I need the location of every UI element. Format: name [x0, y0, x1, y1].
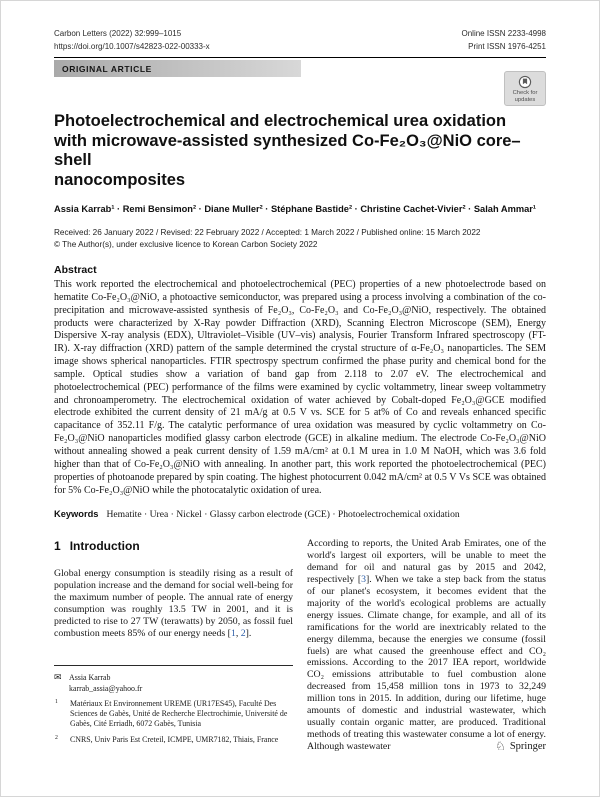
check-for-updates-label: Check for updates [512, 90, 538, 103]
authors-line: Assia Karrab¹ · Remi Bensimon² · Diane Muller² · Stéphane Bastide² · Christine Cachet-Vivier² · Salah Ammar¹ [54, 204, 536, 214]
doi-link[interactable]: https://doi.org/10.1007/s42823-022-00333-x [54, 41, 210, 51]
journal-citation: Carbon Letters (2022) 32:999–1015 [54, 29, 182, 38]
title-line-2: with microwave-assisted synthesized Co-Fe₂O₃@NiO core–shell [54, 131, 521, 169]
left-column [54, 538, 293, 752]
crossmark-icon [518, 75, 532, 89]
envelope-icon: ✉ [54, 671, 62, 682]
springer-logo-icon: ♘ [495, 739, 506, 753]
affiliation-2-marker: 2 [55, 734, 58, 741]
two-column-body [54, 538, 546, 752]
keywords-text: Hematite · Urea · Nickel · Glassy carbon electrode (GCE) · Photoelectrochemical oxidation [106, 509, 460, 521]
email-link[interactable]: karrab_assia@yahoo.fr [69, 683, 143, 693]
affiliation-1-marker: 1 [55, 699, 58, 706]
section-number: 1 [54, 539, 61, 554]
intro-paragraph-left: Global energy consumption is steadily rising as a result of population increase and the demand for social well-being for the maximum number of people. The annual rate of energy consumption was roughly 13.5 TW in 2001, and it is predicted to rise to 27 TW (terawatts) by 2050, as fossil fuel combustion meets 85% of our energy needs [1, 2]. [54, 568, 293, 639]
section-heading-introduction [54, 539, 293, 553]
correspondence-row [54, 673, 293, 694]
title-line-1: Photoelectrochemical and electrochemical urea oxidation [54, 112, 507, 130]
publisher-footer [495, 740, 546, 752]
header-rule [54, 57, 546, 58]
publisher-name: Springer [509, 740, 546, 752]
title-line-3: nanocomposites [54, 170, 186, 189]
right-column [307, 538, 546, 752]
correspondence-details [69, 673, 142, 694]
abstract-heading: Abstract [54, 264, 97, 276]
affiliation-2-text: CNRS, Univ Paris Est Creteil, ICMPE, UMR7182, Thiais, France [70, 734, 279, 744]
affiliation-1-text: Matériaux Et Environnement UREME (UR17ES45), Faculté Des Sciences de Gabès, Unité de Recherche Electrochimie, Université de Gabès, Cité Erriadh, 6072 Gabès, Tunisia [70, 699, 288, 728]
issn-online: Online ISSN 2233-4998 [461, 29, 546, 38]
intro-paragraph-right: According to reports, the United Arab Emirates, one of the world's largest oil exporters, will be unable to meet the demand for oil and natural gas by 2015 and 2042, respectively [3]. When we take a step back from the status of our planet's ecosystem, it becomes evident that the majority of the world's ecological problems are actually energy issues. Climate change, for example, and all of its ramifications for the world are inextricably related to the energy dilemma, because the energies we consume (fossil fuels) are what caused the greenhouse effect and CO₂ emissions. According to the 2017 IEA report, worldwide CO₂ emissions attributable to fuel combustion alone decreased from 15,458 million tons in 1973 to 32,249 million tons in 2015. In addition, during our lifetime, huge amounts of domestic and industrial wastewater, which usually contain organic matter, are produced. Traditional methods of treating this wastewater consume a lot of energy. Although wastewater [307, 538, 546, 752]
corresponding-author: Assia Karrab [69, 672, 111, 682]
citation-ref-3[interactable]: 3 [361, 574, 366, 586]
article-history [54, 227, 546, 250]
citation-ref-2[interactable]: 2 [240, 627, 246, 639]
keywords-label: Keywords [54, 509, 99, 520]
banner-row [54, 60, 546, 103]
citation-ref-1[interactable]: 1 [230, 627, 236, 639]
header-right [462, 28, 547, 53]
header-left [54, 28, 210, 53]
keywords-line [54, 509, 546, 520]
footnotes-block [54, 665, 293, 745]
affiliation-2-row [54, 735, 293, 745]
article-type-banner: ORIGINAL ARTICLE [54, 60, 301, 77]
copyright-line: © The Author(s), under exclusive licence to Korean Carbon Society 2022 [54, 239, 318, 249]
abstract-text: This work reported the electrochemical and photoelectrochemical (PEC) properties of a new photoelectrode based on hematite Co-Fe₂O₃@NiO, a photoactive semiconductor, was prepared using a process involving a combination of the co-precipitation and microwave-assisted synthesis of Fe₂O₃, Co-Fe₂O₃ and Co-Fe₂O₃@NiO, respectively. The obtained products were characterized by X-Ray powder Diffraction (XRD), Scanning Electron Microscope (SEM), Energy Dispersive X-ray analysis (EDX), Ultraviolet–Visible (UV–vis) analysis, Fourier Transform Infrared spectroscopy (FT-IR). X-ray diffraction (XRD) pattern of the sample determined the crystal structure of α-Fe₂O₃ nanoparticles. The SEM image shows spherical nanoparticles. FTIR spectrospy spectrum confirmed the phase purity and chemical bond for the sample. Optical studies show a variation of band gap from 2.118 to 2.07 eV. The electrochemical and photoelectrochemical (PEC) performance of the films were examined by cyclic voltammetry, linear sweep voltammetry and chronoamperometry. The electrochemical oxidation of water achieved by Cobalt-doped Fe₂O₃@GCE modified electrode exhibited the current density of 21 mA/g at 0.5 V vs. SCE for 5 at% of Co and reveals enhanced specific capacitance of 352.11 F/g. The catalytic performance of urea oxidation was measured by cyclic voltammetry on Co-Fe₂O₃@NiO nanoparticles modified glassy carbon electrode (GCE) in alkaline medium. The electrode Co-Fe₂O₃@NiO without annealing showed a peak current density of 1.59 mA/cm² at 0.1 M urea in 1.0 M NaOH, which was 3.6 fold higher than that of Co-Fe₂O₃@NiO with annealing. In another part, this work reported the photoelectrochemical (PEC) properties of photoanode prepared by spin coating. The highest photocurrent 0.042 mA/cm² at 0.5 V Vs SCE was obtained for 5% Co-Fe₂O₃@NiO while the photocatalytic oxidation of urea. [54, 279, 546, 496]
issn-print: Print ISSN 1976-4251 [468, 41, 546, 51]
check-for-updates-badge[interactable] [504, 71, 546, 106]
history-line: Received: 26 January 2022 / Revised: 22 February 2022 / Accepted: 1 March 2022 / Published online: 15 March 2022 [54, 228, 481, 237]
article-title [54, 112, 546, 190]
section-title: Introduction [69, 539, 140, 554]
footnote-rule [54, 665, 293, 666]
affiliation-1-row [54, 699, 293, 728]
page-header [54, 28, 546, 53]
